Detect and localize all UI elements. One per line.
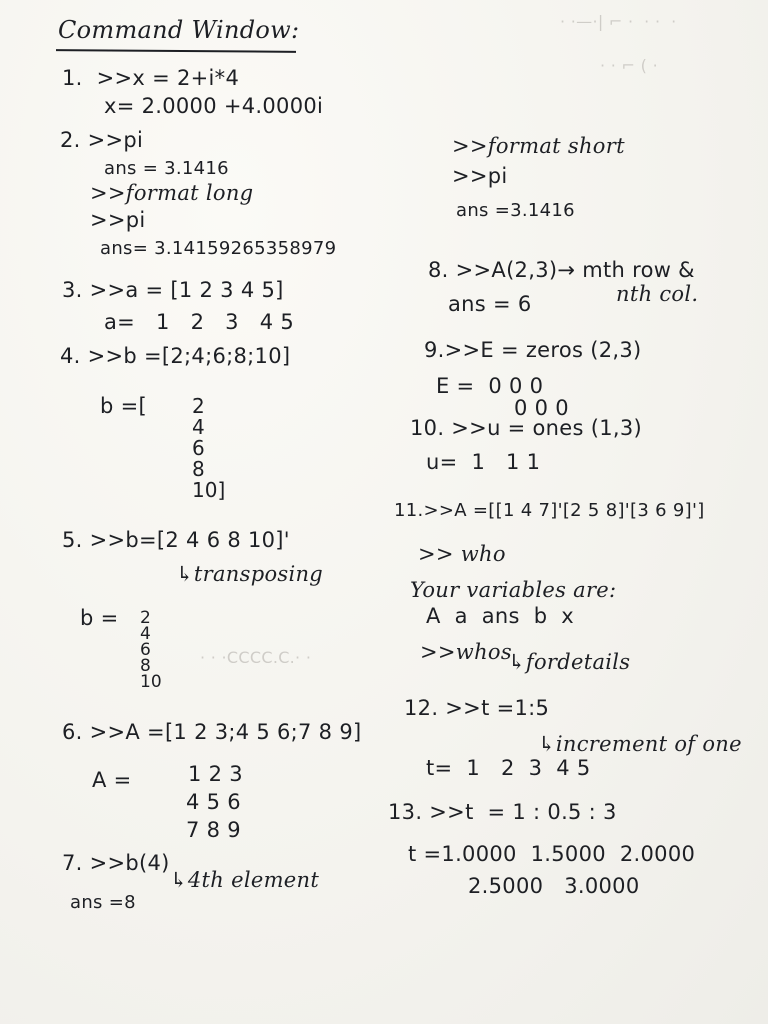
step-2-format-long: >>format long — [90, 181, 254, 205]
bleed-through-text: · · ⌐ ( · — [600, 56, 658, 75]
step-12-result: t= 1 2 3 4 5 — [426, 756, 591, 780]
step-13-command: 13. >>t = 1 : 0.5 : 3 — [388, 800, 617, 824]
step-13-result-row-2: 2.5000 3.0000 — [468, 874, 640, 898]
step-11-variables-list: A a ans b x — [426, 604, 575, 628]
step-6-row-1: 1 2 3 — [188, 762, 243, 786]
step-11-command: 11.>>A =[[1 4 7]'[2 5 8]'[3 6 9]'] — [394, 500, 705, 521]
step-6-result-label: A = — [92, 768, 132, 792]
step-9-result-row-1: E = 0 0 0 — [436, 374, 544, 398]
step-5-command: 5. >>b=[2 4 6 8 10]' — [62, 528, 290, 552]
step-11-whos: >>whos — [420, 640, 512, 664]
step-12-note: ↳increment of one — [538, 732, 742, 756]
step-7-note: ↳4th element — [170, 868, 320, 892]
step-8-result: ans = 6 — [448, 292, 532, 316]
bleed-through-text: · ·—·| ⌐ · · · · — [560, 12, 677, 31]
step-5-column-values: 2 4 6 8 10 — [140, 608, 162, 692]
step-7-result: ans =8 — [70, 892, 136, 913]
bleed-through-text: · · ·CCCC.C.· · — [200, 648, 312, 667]
title-underline — [56, 49, 296, 53]
step-6-row-2: 4 5 6 — [186, 790, 241, 814]
step-10-result: u= 1 1 1 — [426, 450, 541, 474]
step-3-command: 3. >>a = [1 2 3 4 5] — [62, 278, 284, 302]
step-8-note: nth col. — [616, 282, 699, 306]
step-2b-format-short: >>format short — [452, 134, 625, 158]
step-9-result-row-2: 0 0 0 — [514, 396, 569, 420]
step-4-command: 4. >>b =[2;4;6;8;10] — [60, 344, 291, 368]
step-2-result: ans = 3.1416 — [104, 158, 229, 179]
step-11-who: >> who — [418, 542, 506, 566]
step-13-result-row-1: t =1.0000 1.5000 2.0000 — [408, 842, 696, 866]
step-1-result: x= 2.0000 +4.0000i — [104, 94, 324, 118]
step-4-column-values: 2 4 6 8 10] — [192, 394, 226, 502]
step-2b-result: ans =3.1416 — [456, 200, 575, 221]
step-11-note: ↳fordetails — [508, 650, 631, 674]
step-12-command: 12. >>t =1:5 — [404, 696, 550, 720]
step-2b-pi: >>pi — [452, 164, 508, 188]
step-2-command: 2. >>pi — [60, 128, 144, 152]
step-10-command: 10. >>u = ones (1,3) — [410, 416, 642, 440]
step-11-variables-heading: Your variables are: — [410, 578, 617, 602]
step-8-command: 8. >>A(2,3)→ mth row & — [428, 258, 695, 282]
step-5-note: ↳transposing — [176, 562, 324, 586]
step-1-command: 1. >>x = 2+i*4 — [62, 66, 240, 90]
step-2-pi-again: >>pi — [90, 208, 146, 232]
step-6-command: 6. >>A =[1 2 3;4 5 6;7 8 9] — [62, 720, 362, 744]
step-4-result-label: b =[ — [100, 394, 147, 418]
step-5-result-label: b = — [80, 606, 119, 630]
step-3-result: a= 1 2 3 4 5 — [104, 310, 295, 334]
step-6-row-3: 7 8 9 — [186, 818, 241, 842]
step-2-long-result: ans= 3.14159265358979 — [100, 238, 337, 259]
step-9-command: 9.>>E = zeros (2,3) — [424, 338, 642, 362]
step-7-command: 7. >>b(4) — [62, 851, 170, 875]
page-title: Command Window: — [58, 16, 300, 44]
